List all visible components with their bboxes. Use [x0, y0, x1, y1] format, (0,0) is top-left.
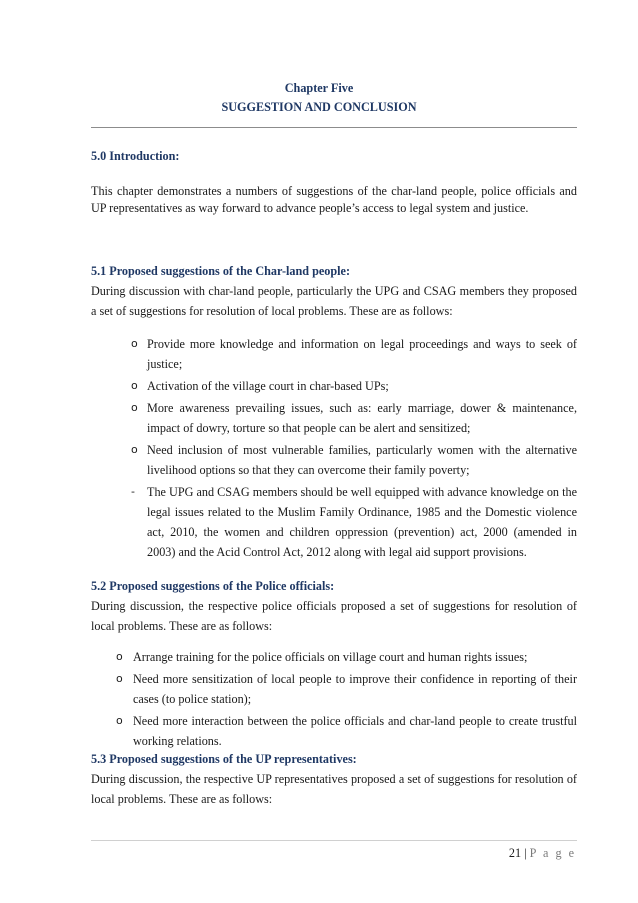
heading-divider — [91, 127, 577, 128]
list-item-text: Activation of the village court in char-based UPs; — [147, 379, 389, 393]
list-item — [131, 398, 577, 438]
section-5-1-list — [131, 334, 577, 564]
section-5-3-paragraph: During discussion, the respective UP representatives proposed a set of suggestions for resolution of local problems. These are as follows: — [91, 772, 577, 806]
section-heading: 5.0 Introduction: — [91, 149, 180, 163]
list-bullet: o — [116, 714, 123, 727]
list-item-text: Arrange training for the police officials on village court and human rights issues; — [133, 650, 528, 664]
section-5-2-list — [116, 647, 577, 753]
section-5-1-paragraph: During discussion with char-land people, particularly the UPG and CSAG members they proposed a set of suggestions for resolution of local problems. These are as follows: — [91, 284, 577, 318]
list-item-text: Need inclusion of most vulnerable families, particularly women with the alternative livelihood options so that they can overcome their family poverty; — [147, 443, 577, 477]
list-item — [131, 440, 577, 480]
page-number: 21 — [508, 846, 522, 860]
list-item — [131, 334, 577, 374]
section-heading: 5.3 Proposed suggestions of the UP representatives: — [91, 752, 357, 766]
list-item-text: Need more interaction between the police officials and char-land people to create trustful working relations. — [133, 714, 577, 748]
list-item — [116, 711, 577, 751]
list-bullet: o — [131, 379, 138, 392]
list-item-text: Need more sensitization of local people to improve their confidence in reporting of their cases (to police station); — [133, 672, 577, 706]
list-bullet: o — [131, 443, 138, 456]
list-item — [116, 647, 577, 667]
section-heading: 5.2 Proposed suggestions of the Police officials: — [91, 579, 335, 593]
page-footer — [509, 846, 576, 861]
section-5-2-paragraph: During discussion, the respective police officials proposed a set of suggestions for resolution of local problems. These are as follows: — [91, 599, 577, 633]
list-item-text: The UPG and CSAG members should be well equipped with advance knowledge on the legal issues related to the Muslim Family Ordinance, 1985 and the Domestic violence act, 2010, the women and children oppression (prevention) act, 2000 (amended in 2003) and the Acid Control Act, 2012 along with legal aid support provisions. — [147, 485, 577, 559]
chapter-number: Chapter Five — [284, 81, 354, 95]
list-item — [131, 376, 577, 396]
section-5-3 — [91, 749, 577, 769]
section-5-1 — [91, 261, 577, 281]
page-label: P a g e — [529, 846, 576, 860]
list-item — [116, 669, 577, 709]
list-item-text: More awareness prevailing issues, such as: early marriage, dower & maintenance, impact of dowry, torture so that people can be alert and sensitized; — [147, 401, 577, 435]
list-bullet: o — [131, 401, 138, 414]
section-introduction — [91, 146, 577, 166]
list-bullet: o — [131, 337, 138, 350]
section-heading: 5.1 Proposed suggestions of the Char-land people: — [91, 264, 351, 278]
list-bullet: o — [116, 650, 123, 663]
section-5-2 — [91, 576, 577, 596]
intro-paragraph: This chapter demonstrates a numbers of suggestions of the char-land people, police officials and UP representatives as way forward to advance people’s access to legal system and justice. — [91, 184, 577, 215]
list-item-text: Provide more knowledge and information on legal proceedings and ways to seek of justice; — [147, 337, 577, 371]
list-bullet: o — [116, 672, 123, 685]
list-item — [131, 482, 577, 562]
chapter-title: SUGGESTION AND CONCLUSION — [221, 100, 417, 114]
chapter-heading — [0, 79, 638, 117]
list-bullet: - — [131, 485, 135, 498]
footer-separator: | — [524, 846, 527, 860]
footer-divider — [91, 840, 577, 841]
